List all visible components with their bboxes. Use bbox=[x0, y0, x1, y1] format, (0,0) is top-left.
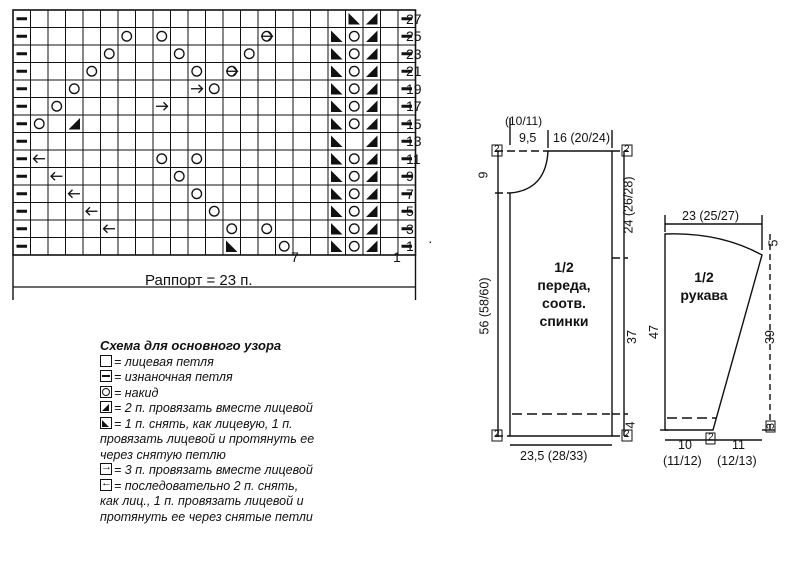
front-top-right: 16 (20/24) bbox=[553, 131, 610, 145]
front-border-mark-bl: 2 bbox=[494, 429, 500, 440]
row-number: 11 bbox=[406, 150, 421, 167]
legend-item-k2tog: = 2 п. провязать вместе лицевой bbox=[100, 401, 314, 417]
legend-item-purl: = изнаночная петля bbox=[100, 370, 314, 386]
sleeve-bottom-left: 10 bbox=[678, 438, 692, 452]
legend-item-sk2p-cont1: как лиц., 1 п. провязать лицевой и bbox=[100, 494, 304, 508]
legend-item-sk2p-cont2: протянуть ее через снятые петли bbox=[100, 509, 313, 524]
row-number: 25 bbox=[406, 28, 422, 45]
front-right-lower: 37 bbox=[624, 330, 639, 344]
row-number: 9 bbox=[406, 168, 414, 185]
chart-trailing-dot: · bbox=[428, 233, 433, 249]
row-number: 23 bbox=[406, 45, 422, 62]
row-number: 17 bbox=[406, 98, 422, 115]
row-number: 5 bbox=[406, 203, 414, 220]
legend-item-ssk: = 1 п. снять, как лицевую, 1 п. bbox=[100, 417, 314, 433]
front-left-neck: 9 bbox=[476, 171, 491, 179]
row-number: 3 bbox=[406, 220, 414, 237]
front-left-total: 56 (58/60) bbox=[477, 277, 492, 335]
legend-item-knit: = лицевая петля bbox=[100, 355, 314, 371]
row-number: 21 bbox=[406, 63, 422, 80]
row-number: 27 bbox=[406, 10, 422, 27]
front-border-mark-tr: 2 bbox=[624, 144, 630, 155]
front-top-left-small: (10/11) bbox=[505, 114, 543, 128]
row-number: 19 bbox=[406, 80, 422, 97]
sleeve-title: 1/2 рукава bbox=[680, 269, 728, 303]
front-right-upper: 24 (26/28) bbox=[621, 176, 636, 234]
sleeve-bottom-right-small: (12/13) bbox=[717, 454, 757, 468]
legend-item-ssk-cont1: провязать лицевой и протянуть ее bbox=[100, 432, 315, 446]
legend-title: Схема для основного узора bbox=[100, 338, 282, 353]
sleeve-bottom-mark: 2 bbox=[708, 432, 714, 443]
bottom-col-label-1: 1 bbox=[393, 249, 401, 265]
sleeve-top: 23 (25/27) bbox=[682, 209, 739, 223]
sleeve-bottom-right: 11 bbox=[732, 438, 745, 452]
front-bottom: 23,5 (28/33) bbox=[520, 449, 588, 463]
front-border-mark-br: 2 bbox=[624, 429, 630, 440]
legend-item-ssk-cont2: через снятую петлю bbox=[100, 447, 226, 462]
front-border-mark-tl: 2 bbox=[494, 144, 500, 155]
sleeve-right-top: 5 bbox=[766, 239, 781, 247]
sleeve-outline bbox=[665, 234, 762, 430]
front-right-bottom: 4 bbox=[623, 421, 638, 429]
sleeve-left: 47 bbox=[646, 325, 661, 339]
legend-item-k3tog: →= 3 п. провязать вместе лицевой bbox=[100, 463, 314, 479]
repeat-label: Раппорт = 23 п. bbox=[145, 272, 253, 289]
sleeve-right: 39 bbox=[762, 330, 777, 344]
front-title: 1/2 переда, соотв. спинки bbox=[537, 259, 591, 329]
row-number: 15 bbox=[406, 115, 422, 132]
legend-item-yarnover: = накид bbox=[100, 386, 314, 402]
sleeve-bottom-left-small: (11/12) bbox=[663, 454, 702, 468]
row-number: 1 bbox=[406, 238, 414, 255]
bottom-col-label-7: 7 bbox=[291, 249, 299, 265]
row-number: 7 bbox=[406, 185, 414, 202]
legend-item-sk2p: ←= последовательно 2 п. снять, bbox=[100, 479, 314, 495]
sleeve-right-bottom: 3 bbox=[765, 422, 778, 430]
row-number: 13 bbox=[406, 133, 422, 150]
front-top-left: 9,5 bbox=[519, 131, 537, 145]
